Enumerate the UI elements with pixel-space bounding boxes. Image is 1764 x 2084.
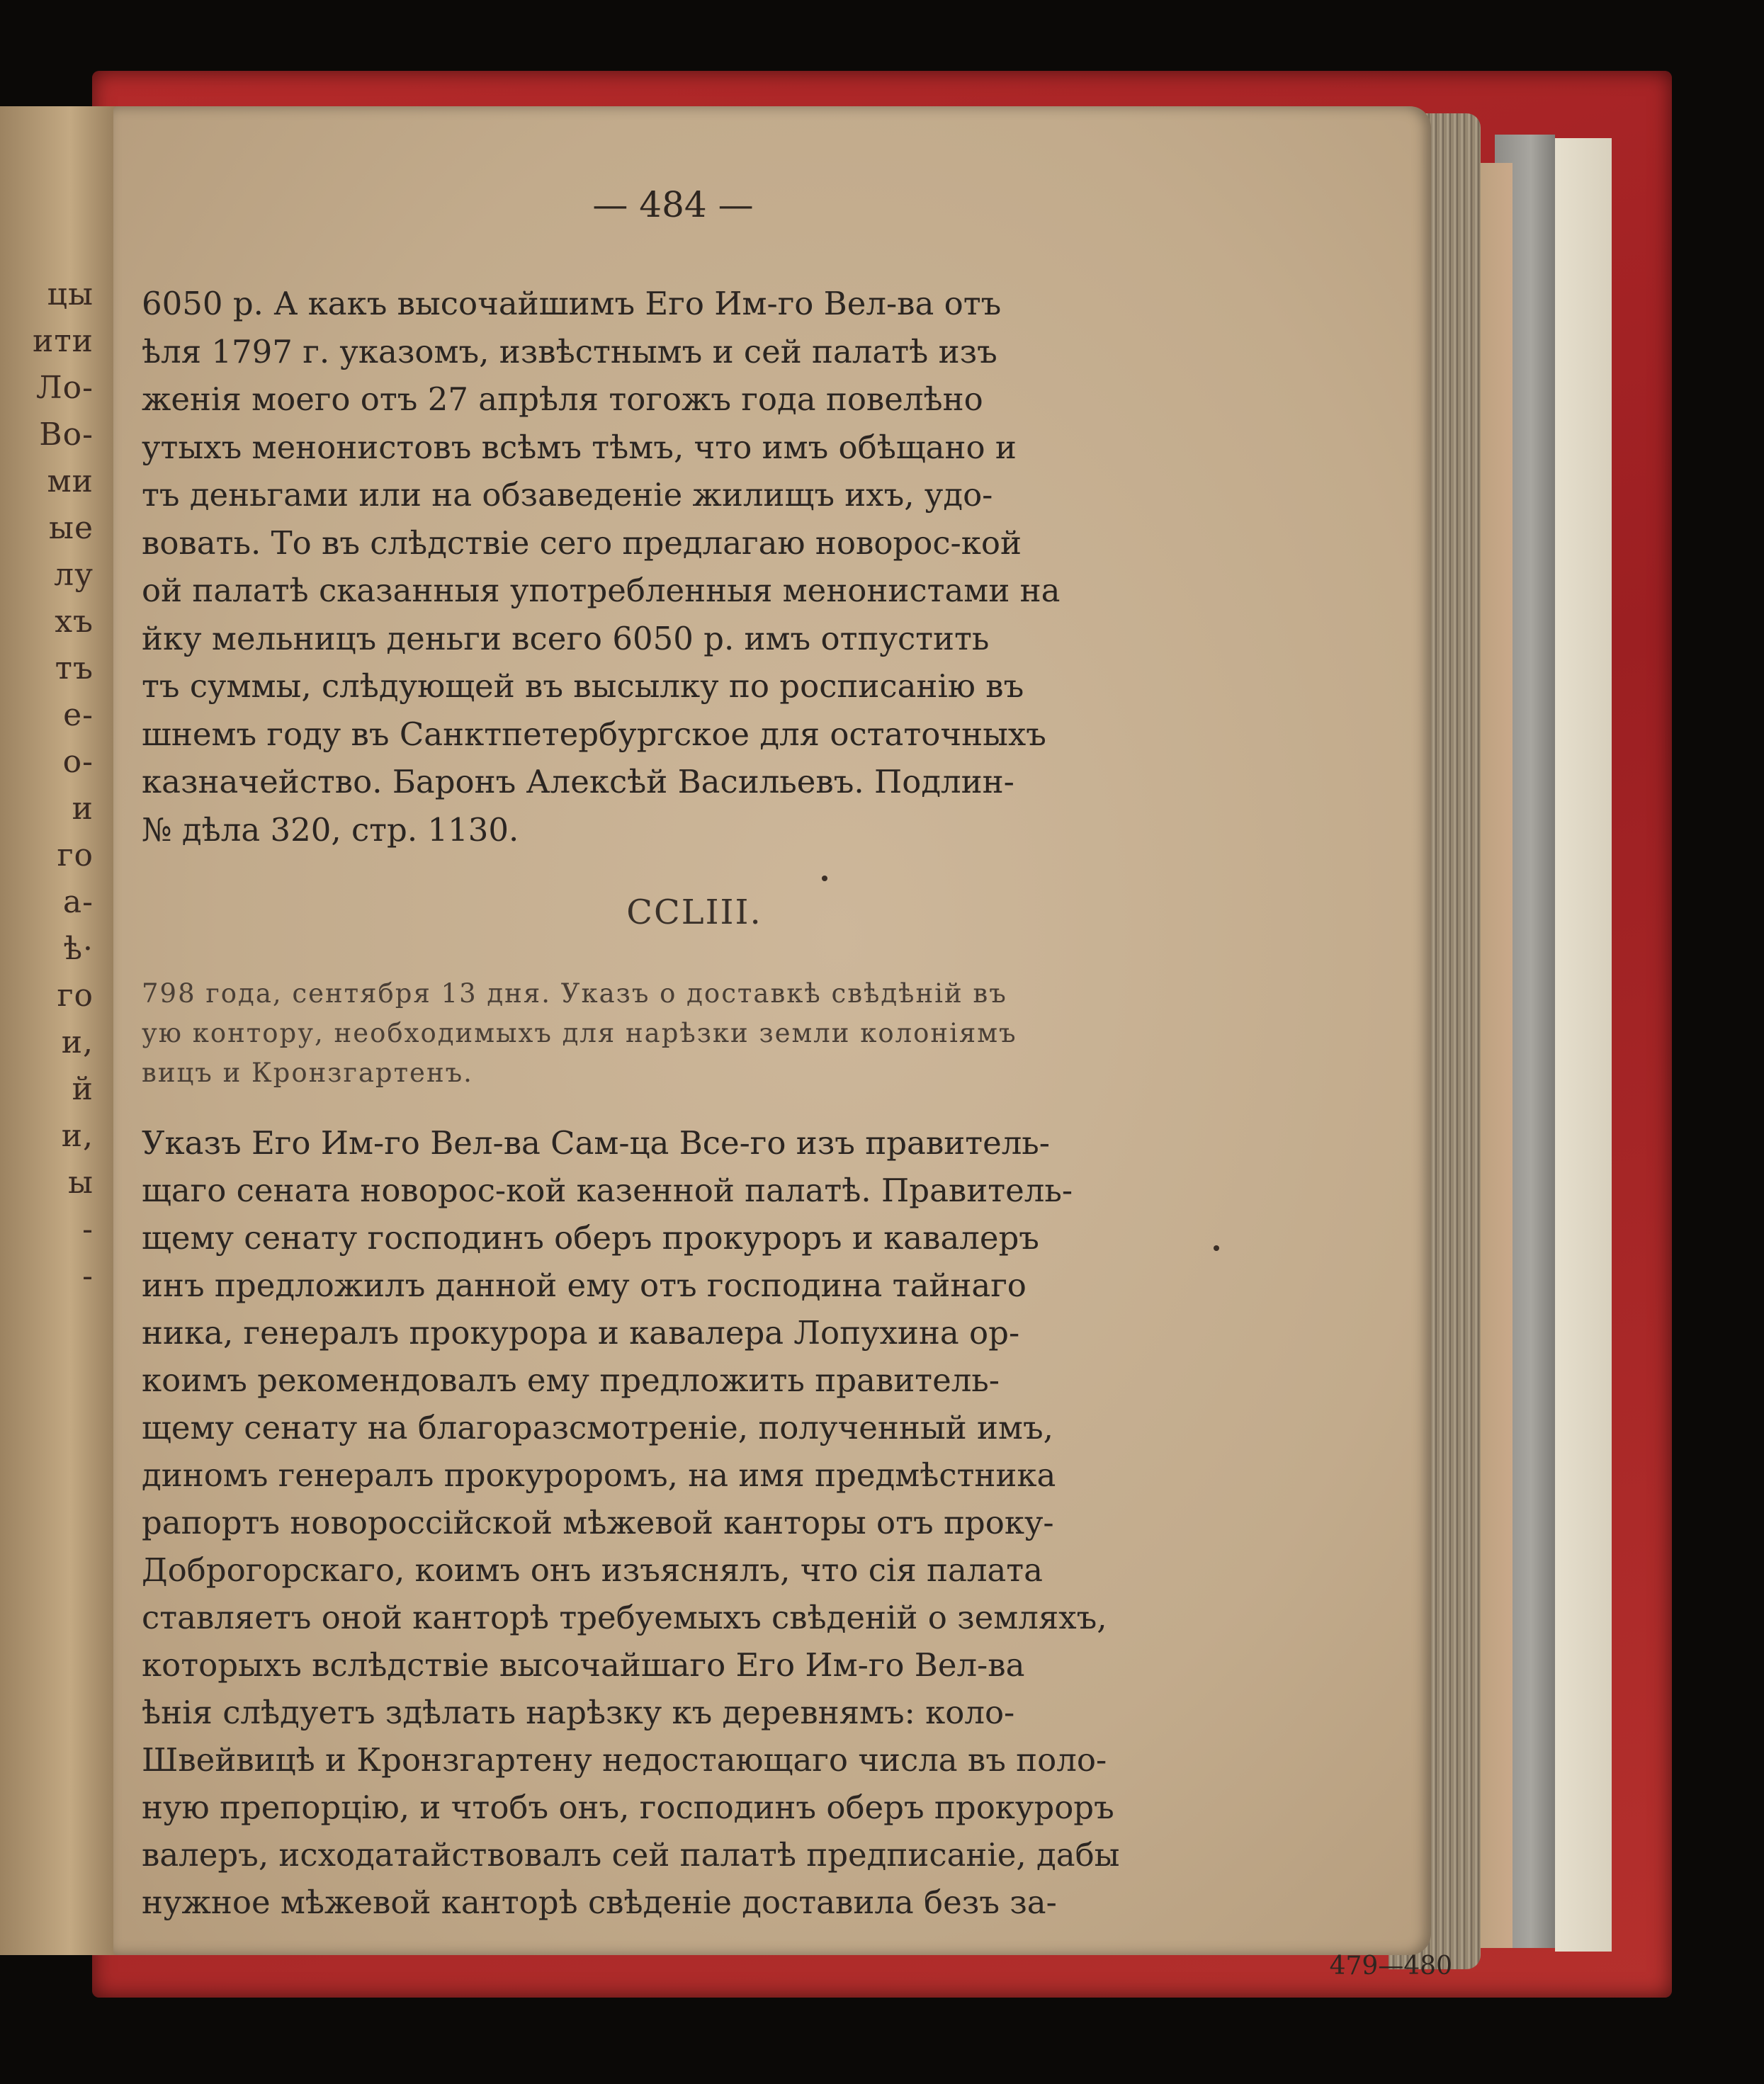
left-page-fragment: ми (47, 463, 94, 499)
ink-speck (1214, 1245, 1219, 1251)
left-page-text-fragments (0, 106, 128, 1955)
left-page-fragment: тъ (55, 650, 94, 686)
text-line: коимъ рекомендовалъ ему предложить правитель- (142, 1361, 1000, 1399)
left-page-fragment: ити (33, 323, 94, 359)
text-line: йку мельницъ деньги всего 6050 р. имъ отпустить (142, 619, 990, 657)
left-page-fragment: Ло- (35, 370, 94, 406)
text-line: № дѣла 320, стр. 1130. (142, 810, 519, 849)
left-page-fragment: ы (67, 1165, 94, 1201)
left-page-fragment: и, (61, 1118, 94, 1154)
left-page-fragment: е- (63, 697, 94, 733)
left-page-fragment: хъ (55, 604, 94, 640)
text-line: ой палатѣ сказанныя употребленныя менонистами на (142, 572, 1061, 609)
text-line: Доброгорскаго, коимъ онъ изъяснялъ, что сія палата (142, 1551, 1043, 1589)
summary-line: вицъ и Кронзгартенъ. (142, 1058, 473, 1088)
summary-line: ую контору, необходимыхъ для нарѣзки земли колоніямъ (142, 1018, 1017, 1048)
left-page-fragment: Во- (39, 417, 94, 453)
left-page-fragment: лу (54, 557, 94, 593)
text-line: Указъ Его Им-го Вел-ва Сам-ца Все-го изъ правитель- (142, 1124, 1051, 1162)
text-line: нужное мѣжевой канторѣ свѣденіе доставила безъ за- (142, 1884, 1057, 1921)
text-line: рапортъ новороссійской мѣжевой канторы отъ проку- (142, 1504, 1054, 1541)
text-line: щему сенату господинъ оберъ прокуроръ и кавалеръ (142, 1219, 1039, 1257)
left-page-fragment: цы (47, 276, 94, 312)
left-page-fragment: й (72, 1071, 94, 1107)
text-line: щаго сената новорос-кой казенной палатѣ. Правитель- (142, 1172, 1073, 1209)
left-page-fragment: - (82, 1258, 94, 1294)
text-line: ѣнія слѣдуетъ здѣлать нарѣзку къ деревнямъ: коло- (142, 1694, 1015, 1731)
paragraph-two (142, 1119, 1261, 1926)
left-page-fragment: а- (62, 884, 94, 920)
left-page-edge (0, 106, 128, 1955)
text-line: утыхъ менонистовъ всѣмъ тѣмъ, что имъ обѣщано и (142, 428, 1017, 466)
text-line: вовать. То въ слѣдствіе сего предлагаю новорос-кой (142, 523, 1022, 562)
text-line: ную препорцію, и чтобъ онъ, господинъ оберъ прокуроръ (142, 1789, 1114, 1826)
white-insert-sheet (1555, 138, 1612, 1952)
text-line: шнемъ году въ Санктпетербургское для остаточныхъ (142, 715, 1046, 753)
book-page (113, 106, 1452, 1981)
left-page-fragment: го (57, 837, 94, 873)
section-heading: CCLIII. (626, 893, 762, 932)
left-page-fragment: о- (62, 744, 94, 780)
text-line: инъ предложилъ данной ему отъ господина тайнаго (142, 1267, 1027, 1304)
text-line: ѣля 1797 г. указомъ, извѣстнымъ и сей палатѣ изъ (142, 332, 997, 370)
text-line: валеръ, исходатайствовалъ сей палатѣ предписаніе, дабы (142, 1836, 1120, 1874)
text-line: которыхъ вслѣдствіе высочайшаго Его Им-го Вел-ва (142, 1646, 1025, 1684)
text-line: щему сенату на благоразсмотреніе, полученный имъ, (142, 1409, 1053, 1446)
text-line: тъ деньгами или на обзаведеніе жилищъ ихъ, удо- (142, 476, 993, 514)
text-line: ставляетъ оной канторѣ требуемыхъ свѣденій о земляхъ, (142, 1599, 1107, 1636)
ink-speck (822, 876, 827, 881)
text-line: казначейство. Баронъ Алексѣй Васильевъ. Подлин- (142, 763, 1014, 800)
summary-line: 798 года, сентября 13 дня. Указъ о доставкѣ свѣдѣній въ (142, 978, 1007, 1009)
signature-mark: 479—480 (1329, 1952, 1452, 1981)
left-page-fragment: и, (61, 1024, 94, 1060)
left-page-fragment: ѣ· (63, 931, 94, 967)
left-page-fragment: ые (48, 510, 94, 546)
page-number: — 484 — (592, 184, 754, 225)
text-line: Швейвицѣ и Кронзгартену недостающаго числа въ поло- (142, 1741, 1107, 1779)
text-line: тъ суммы, слѣдующей въ высылку по росписанію въ (142, 667, 1024, 705)
section-summary (142, 974, 1261, 1093)
left-page-fragment: - (82, 1211, 94, 1247)
text-line: диномъ генералъ прокуроромъ, на имя предмѣстника (142, 1456, 1056, 1494)
left-page-fragment: и (72, 791, 94, 827)
paragraph-one (142, 280, 1261, 854)
text-line: женія моего отъ 27 апрѣля тогожъ года повелѣно (142, 380, 983, 418)
text-line: 6050 р. А какъ высочайшимъ Его Им-го Вел-ва отъ (142, 285, 1002, 322)
left-page-fragment: го (57, 978, 94, 1014)
text-line: ника, генералъ прокурора и кавалера Лопухина ор- (142, 1314, 1020, 1352)
